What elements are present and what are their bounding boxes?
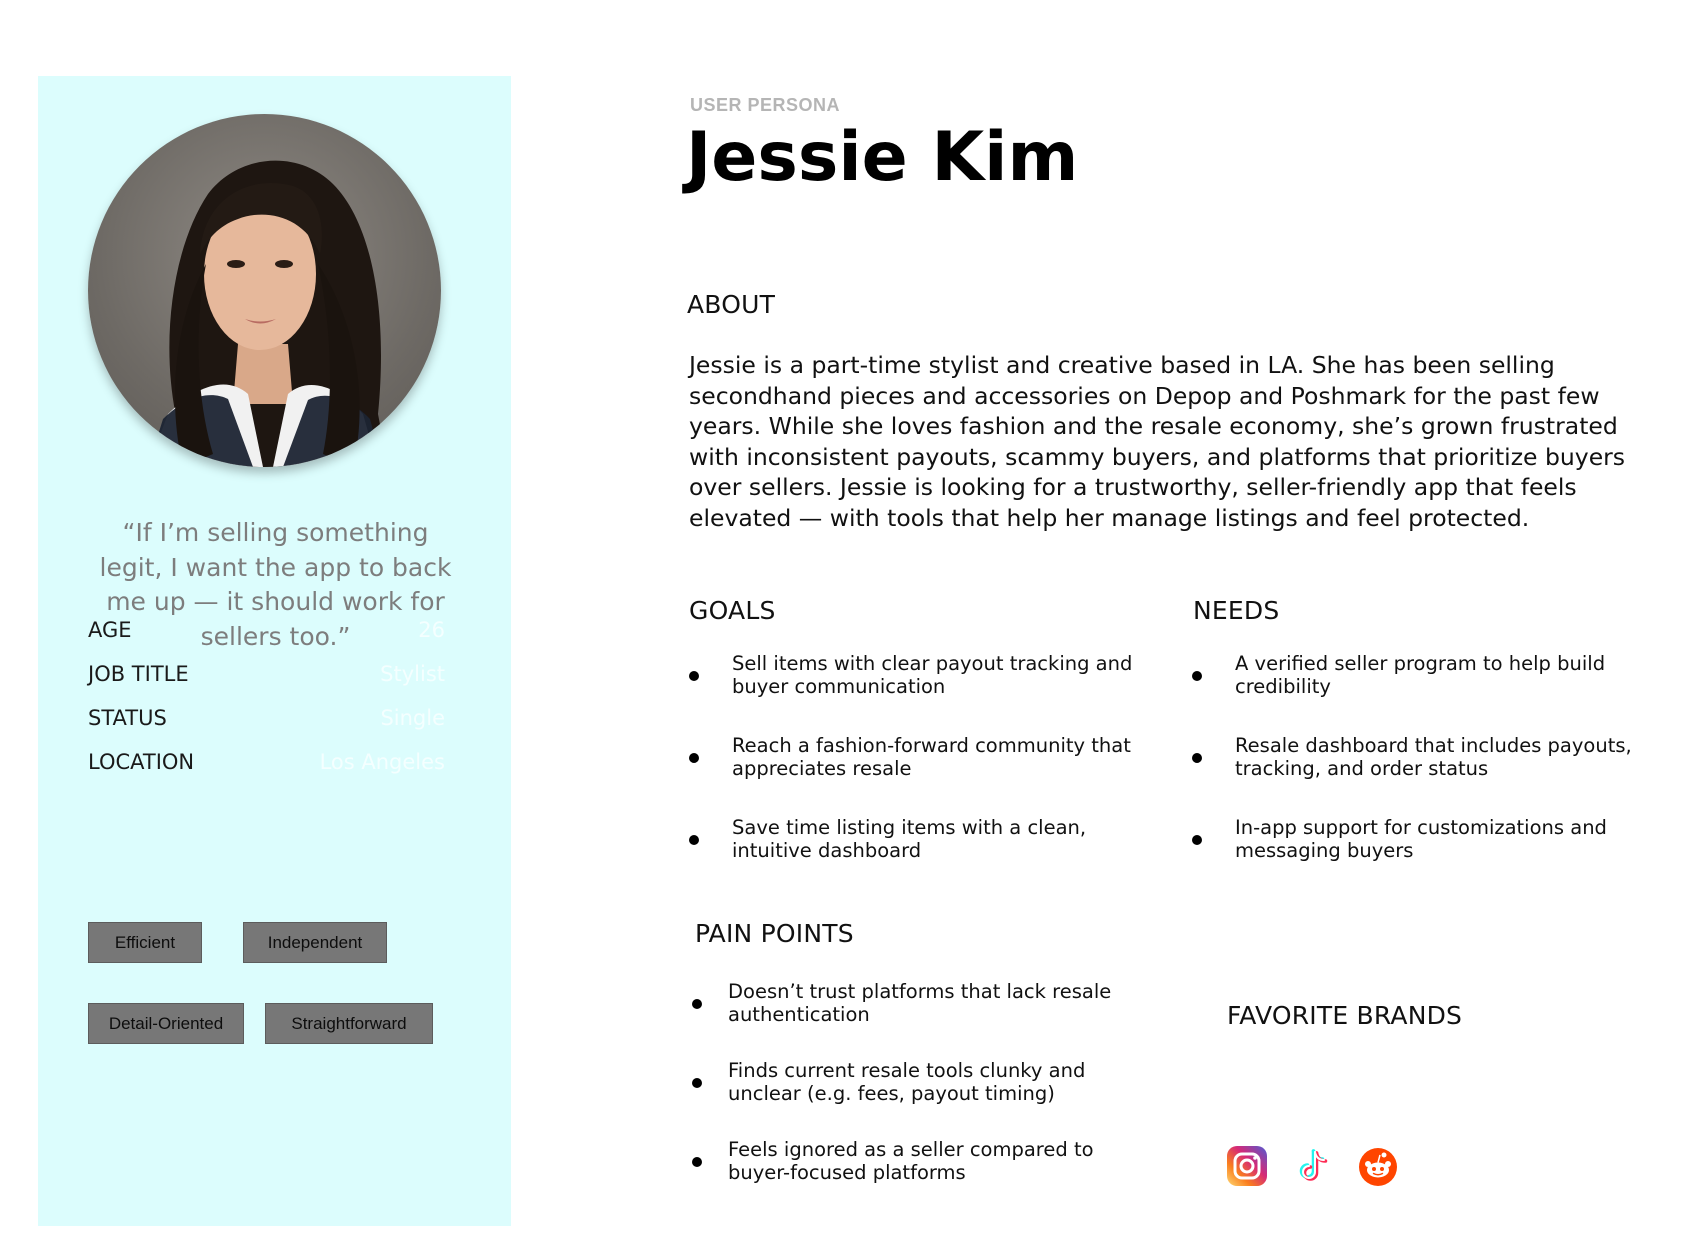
pain-points-list-item <box>728 980 1153 1026</box>
persona-kicker: USER PERSONA <box>690 95 841 115</box>
needs-item-text: A verified seller program to help build credibility <box>1235 652 1606 698</box>
profile-card <box>38 76 511 1226</box>
trait-tag-independent: Independent <box>243 922 387 963</box>
bullet-icon <box>689 835 699 845</box>
pain-points-title: PAIN POINTS <box>695 919 854 948</box>
goals-item-text: Sell items with clear payout tracking and buyer communication <box>732 652 1133 698</box>
avatar-portrait <box>88 114 441 467</box>
attr-label-location: LOCATION <box>88 750 195 774</box>
needs-item-text: In-app support for customizations and messaging buyers <box>1235 816 1607 862</box>
instagram-icon[interactable] <box>1225 1144 1269 1188</box>
attr-value-status: Single <box>380 706 445 730</box>
goals-list-item <box>732 816 1152 862</box>
reddit-icon[interactable] <box>1356 1145 1400 1189</box>
needs-list-item <box>1235 652 1645 698</box>
bullet-icon <box>1192 835 1202 845</box>
about-title: ABOUT <box>687 290 776 319</box>
goals-title: GOALS <box>689 596 776 625</box>
attr-value-age: 26 <box>418 618 445 642</box>
trait-tag-detail-oriented: Detail-Oriented <box>88 1003 244 1044</box>
goals-list-item <box>732 652 1152 698</box>
pain-points-item-text: Finds current resale tools clunky and unclear (e.g. fees, payout timing) <box>728 1059 1086 1105</box>
needs-item-text: Resale dashboard that includes payouts, tracking, and order status <box>1235 734 1632 780</box>
attr-label-job-title: JOB TITLE <box>88 662 189 686</box>
bullet-icon <box>692 1157 702 1167</box>
bullet-icon <box>692 999 702 1009</box>
pain-points-item-text: Feels ignored as a seller compared to buyer-focused platforms <box>728 1138 1094 1184</box>
attr-value-location: Los Angeles <box>319 750 445 774</box>
trait-tag-efficient: Efficient <box>88 922 202 963</box>
tiktok-icon[interactable] <box>1291 1144 1335 1188</box>
trait-tag-straightforward: Straightforward <box>265 1003 433 1044</box>
needs-list-item <box>1235 734 1645 780</box>
avatar <box>88 114 441 467</box>
pain-points-list-item <box>728 1138 1153 1184</box>
about-body: Jessie is a part-time stylist and creative based in LA. She has been selling secondhand pieces and accessories on Depop and Poshmark for the past few years. While she loves fashion and the resale economy, she’s grown frustrated with inconsistent payouts, scammy buyers, and platforms that prioritize buyers over sellers. Jessie is looking for a trustworthy, seller-friendly app that feels elevated — with tools that help her manage listings and feel protected. <box>689 351 1626 532</box>
pain-points-item-text: Doesn’t trust platforms that lack resale authentication <box>728 980 1112 1026</box>
attr-label-status: STATUS <box>88 706 167 730</box>
attr-label-age: AGE <box>88 618 132 642</box>
bullet-icon <box>1192 671 1202 681</box>
attr-value-job-title: Stylist <box>380 662 445 686</box>
persona-quote: “If I’m selling something legit, I want the app to back me up — it should work for sellers too.” <box>99 518 452 651</box>
needs-title: NEEDS <box>1193 596 1280 625</box>
bullet-icon <box>1192 753 1202 763</box>
favorite-brands-title: FAVORITE BRANDS <box>1227 1001 1463 1030</box>
bullet-icon <box>689 671 699 681</box>
goals-list-item <box>732 734 1152 780</box>
goals-item-text: Reach a fashion-forward community that appreciates resale <box>732 734 1131 780</box>
persona-name: Jessie Kim <box>686 118 1079 197</box>
bullet-icon <box>692 1078 702 1088</box>
goals-item-text: Save time listing items with a clean, intuitive dashboard <box>732 816 1087 862</box>
bullet-icon <box>689 753 699 763</box>
pain-points-list-item <box>728 1059 1153 1105</box>
needs-list-item <box>1235 816 1645 862</box>
